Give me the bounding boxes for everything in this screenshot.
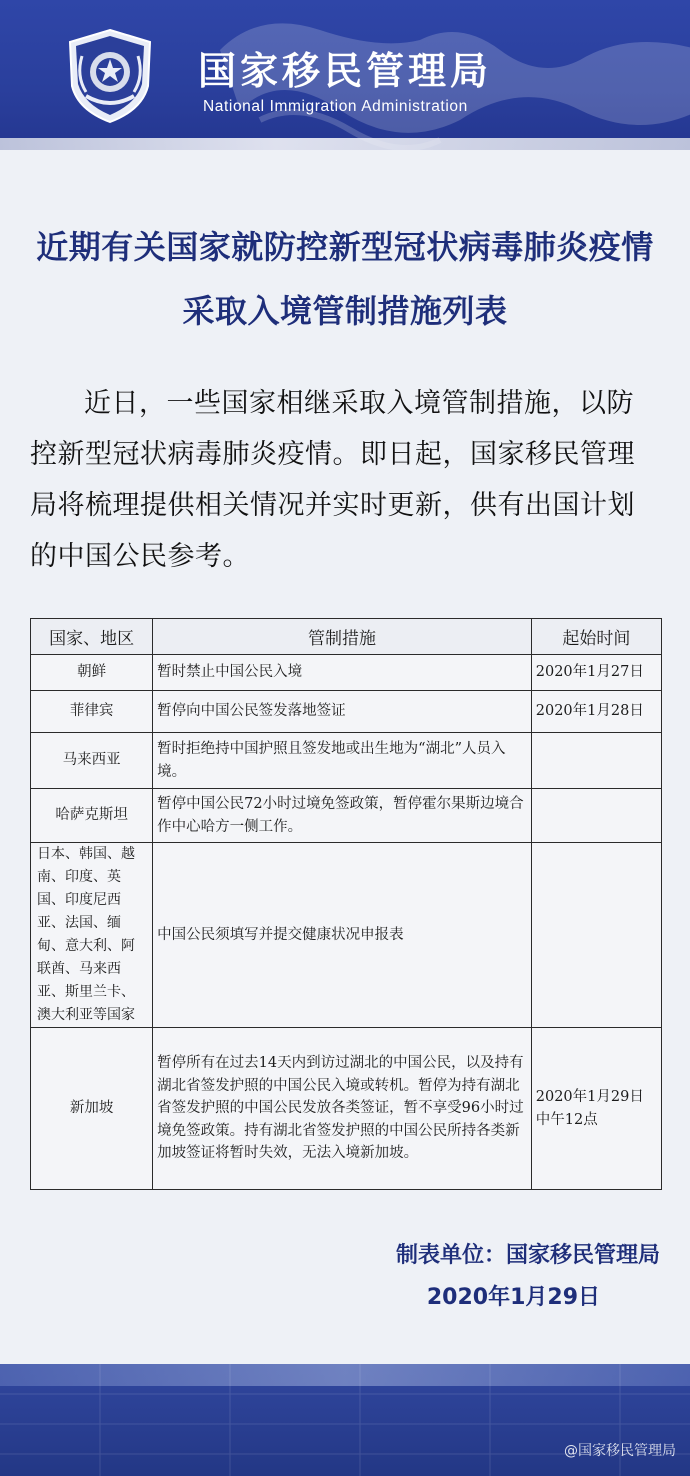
table-row (31, 655, 662, 691)
country-cell: 哈萨克斯坦 (31, 789, 153, 843)
date-cell: 2020年1月29日中午12点 (531, 1028, 661, 1190)
country-cell: 菲律宾 (31, 691, 153, 733)
table-row (31, 1028, 662, 1190)
page-title-line-2: 采取入境管制措施列表 (182, 292, 508, 330)
page-title-line-1: 近期有关国家就防控新型冠状病毒肺炎疫情 (36, 228, 654, 266)
entry-control-table (30, 618, 662, 1190)
measure-cell: 暂时拒绝持中国护照且签发地或出生地为“湖北”人员入境。 (153, 733, 532, 789)
table-header-row (31, 619, 662, 655)
header-divider (0, 138, 690, 150)
date-cell: 2020年1月28日 (531, 691, 661, 733)
table-row (31, 789, 662, 843)
measure-cell: 暂停中国公民72小时过境免签政策，暂停霍尔果斯边境合作中心哈方一侧工作。 (153, 789, 532, 843)
measure-cell: 暂停向中国公民签发落地签证 (153, 691, 532, 733)
measure-cell: 中国公民须填写并提交健康状况申报表 (153, 843, 532, 1028)
header-banner (0, 0, 690, 150)
measure-cell: 暂时禁止中国公民入境 (153, 655, 532, 691)
date-cell: 2020年1月27日 (531, 655, 661, 691)
country-cell: 马来西亚 (31, 733, 153, 789)
intro-paragraph: 近日，一些国家相继采取入境管制措施，以防控新型冠状病毒肺炎疫情。即日起，国家移民管理局将梳理提供相关情况并实时更新，供有出国计划的中国公民参考。 (30, 388, 635, 572)
measure-cell: 暂停所有在过去14天内到访过湖北的中国公民，以及持有湖北省签发护照的中国公民入境或转机。暂停为持有湖北省签发护照的中国公民发放各类签证，暂不享受96小时过境免签政策。持有湖北省签发护照的中国公民所持各类新加坡签证将暂时失效，无法入境新加坡。 (153, 1028, 532, 1190)
country-cell: 日本、韩国、越南、印度、英国、印度尼西亚、法国、缅甸、意大利、阿联酋、马来西亚、斯里兰卡、澳大利亚等国家 (31, 843, 153, 1028)
agency-name-en: National Immigration Administration (203, 98, 468, 115)
country-cell: 朝鲜 (31, 655, 153, 691)
column-header-country: 国家、地区 (31, 619, 153, 655)
police-emblem-icon (62, 26, 158, 126)
date-cell (531, 843, 661, 1028)
table-row (31, 691, 662, 733)
column-header-measure: 管制措施 (153, 619, 532, 655)
issuing-unit: 制表单位：国家移民管理局 (395, 1243, 660, 1268)
date-cell (531, 733, 661, 789)
country-cell: 新加坡 (31, 1028, 153, 1190)
agency-name-cn: 国家移民管理局 (198, 49, 493, 93)
date-cell (531, 789, 661, 843)
column-header-date: 起始时间 (531, 619, 661, 655)
table-row (31, 733, 662, 789)
issue-date: 2020年1月29日 (426, 1285, 600, 1310)
weibo-watermark: @国家移民管理局 (564, 1443, 676, 1459)
table-row (31, 843, 662, 1028)
